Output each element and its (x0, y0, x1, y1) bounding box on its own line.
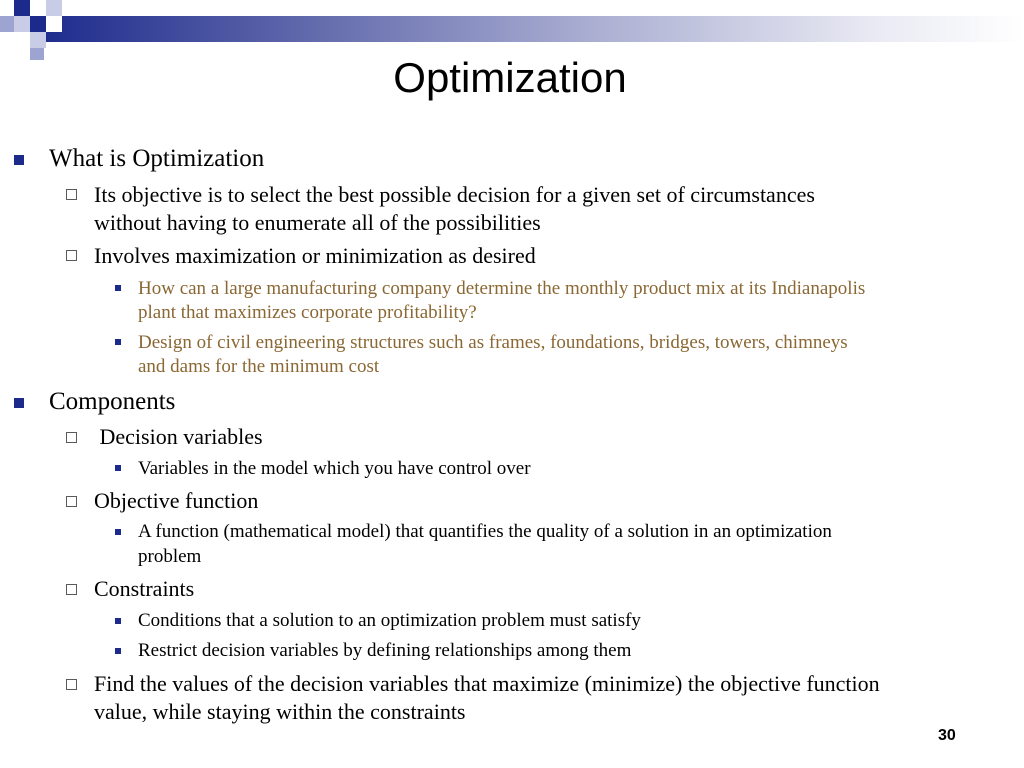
level2-bullet-icon (66, 584, 77, 595)
deco-square (14, 32, 30, 48)
deco-square (14, 0, 30, 16)
header-gradient-bar (34, 16, 1024, 42)
heading-what-is-optimization: What is Optimization (49, 145, 265, 172)
level3-bullet-icon (115, 285, 121, 291)
decision-variables-desc: Variables in the model which you have control over (138, 458, 531, 479)
page-number: 30 (938, 727, 956, 744)
level2-bullet-icon (66, 189, 77, 200)
find-values-line1: Find the values of the decision variables that maximize (minimize) the objective function (94, 671, 880, 696)
level2-bullet-icon (66, 250, 77, 261)
deco-square (30, 0, 46, 16)
deco-square (46, 0, 62, 16)
example-civil-line2: and dams for the minimum cost (138, 356, 380, 377)
involves-text: Involves maximization or minimization as desired (94, 243, 536, 268)
decision-variables-label: Decision variables (94, 424, 263, 449)
level1-bullet-icon (14, 398, 24, 408)
objective-text-line1: Its objective is to select the best possible decision for a given set of circumstances (94, 182, 815, 207)
constraints-desc2: Restrict decision variables by defining relationships among them (138, 640, 632, 661)
example-civil-line1: Design of civil engineering structures such as frames, foundations, bridges, towers, chimneys (138, 332, 848, 353)
constraints-label: Constraints (94, 576, 195, 601)
example-manufacturing-line2: plant that maximizes corporate profitability? (138, 302, 477, 323)
heading-components: Components (49, 388, 176, 415)
objective-function-label: Objective function (94, 488, 259, 513)
level2-bullet-icon (66, 432, 77, 443)
level3-bullet-icon (115, 339, 121, 345)
level3-bullet-icon (115, 529, 121, 535)
level3-bullet-icon (115, 618, 121, 624)
objective-function-desc-line1: A function (mathematical model) that quantifies the quality of a solution in an optimization (138, 521, 832, 542)
level2-bullet-icon (66, 496, 77, 507)
objective-function-desc-line2: problem (138, 546, 202, 567)
level3-bullet-icon (115, 648, 121, 654)
example-manufacturing-line1: How can a large manufacturing company determine the monthly product mix at its Indianapolis (138, 278, 866, 299)
constraints-desc1: Conditions that a solution to an optimization problem must satisfy (138, 610, 641, 631)
level3-bullet-icon (115, 465, 121, 471)
deco-square (62, 0, 78, 16)
level1-bullet-icon (14, 155, 24, 165)
page-title: Optimization (393, 54, 627, 101)
objective-text-line2: without having to enumerate all of the possibilities (94, 210, 541, 235)
find-values-line2: value, while staying within the constraints (94, 699, 466, 724)
deco-square (46, 16, 62, 32)
level2-bullet-icon (66, 679, 77, 690)
deco-square (14, 16, 30, 32)
deco-square (30, 32, 46, 48)
deco-square (0, 16, 14, 32)
deco-square (30, 16, 46, 32)
